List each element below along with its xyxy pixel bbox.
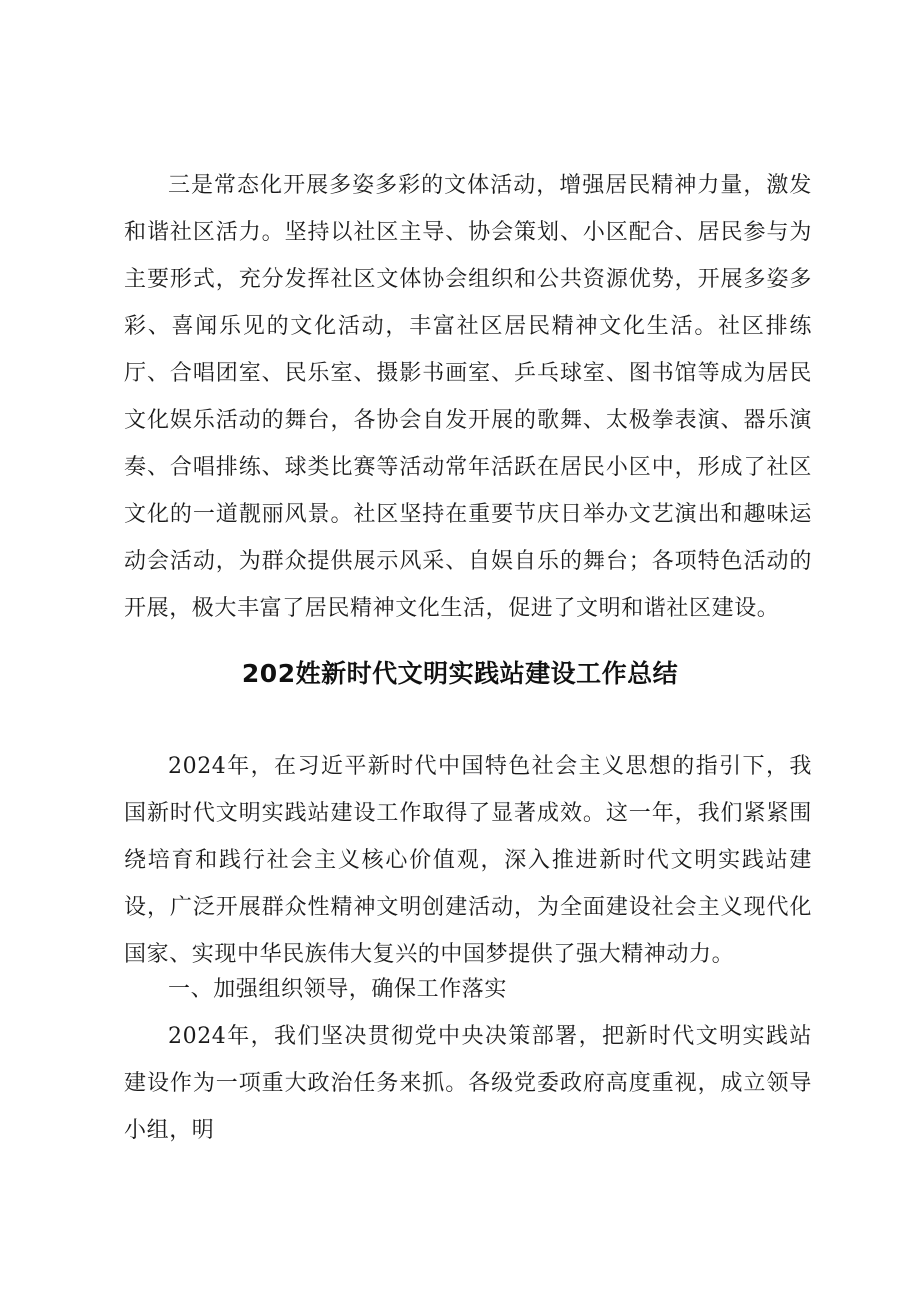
document-title: 202姓新时代文明实践站建设工作总结 (241, 659, 679, 688)
body-paragraph: 2024年，我们坚决贯彻党中央决策部署，把新时代文明实践站建设作为一项重大政治任务来抓。各级党委政府高度重视，成立领导小组，明 (124, 1024, 812, 1143)
body-paragraph: 2024年，在习近平新时代中国特色社会主义思想的指引下，我国新时代文明实践站建设工作取得了显著成效。这一年，我们紧紧围绕培育和践行社会主义核心价值观，深入推进新时代文明实践站建设，广泛开展群众性精神文明创建活动，为全面建设社会主义现代化国家、实现中华民族伟大复兴的中国梦提供了强大精神动力。 (124, 754, 812, 967)
body-paragraph: 三是常态化开展多姿多彩的文体活动，增强居民精神力量，激发和谐社区活力。坚持以社区主导、协会策划、小区配合、居民参与为主要形式，充分发挥社区文体协会组织和公共资源优势，开展多姿多彩、喜闻乐见的文化活动，丰富社区居民精神文化生活。社区排练厅、合唱团室、民乐室、摄影书画室、乒乓球室、图书馆等成为居民文化娱乐活动的舞台，各协会自发开展的歌舞、太极拳表演、器乐演奏、合唱排练、球类比赛等活动常年活跃在居民小区中，形成了社区文化的一道靓丽风景。社区坚持在重要节庆日举办文艺演出和趣味运动会活动，为群众提供展示风采、自娱自乐的舞台；各项特色活动的开展，极大丰富了居民精神文化生活，促进了文明和谐社区建设。 (124, 173, 812, 621)
section-heading: 一、加强组织领导，确保工作落实 (168, 977, 508, 1002)
